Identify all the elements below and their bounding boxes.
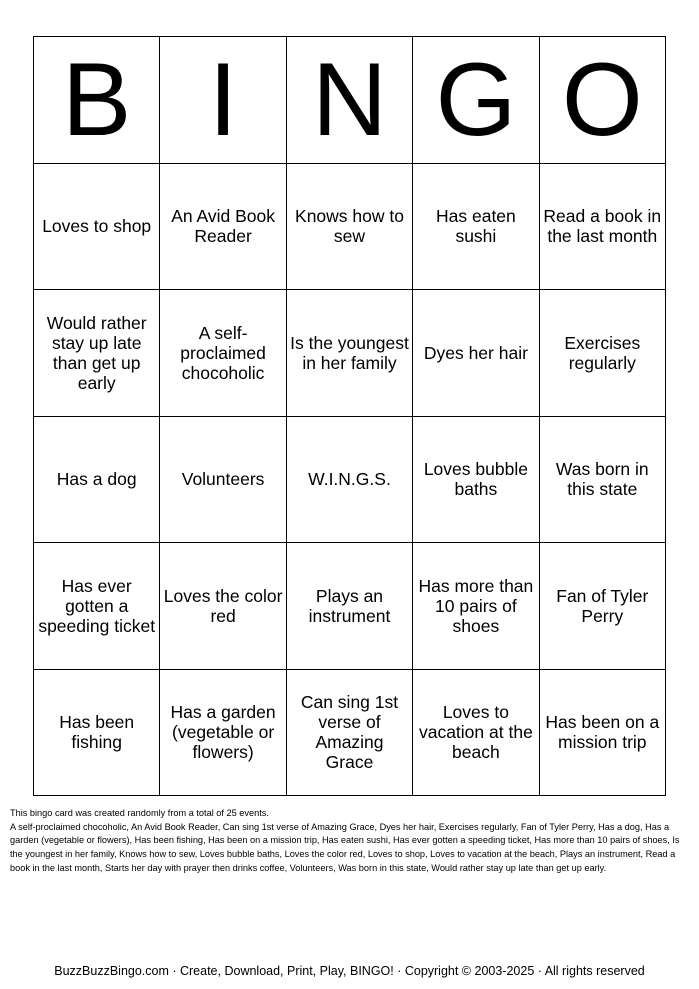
card-info bbox=[10, 807, 686, 876]
bingo-cell: Has more than 10 pairs of shoes bbox=[413, 543, 539, 670]
header-letter-g: G bbox=[413, 37, 539, 164]
bingo-cell: Is the youngest in her family bbox=[287, 290, 413, 417]
bingo-cell: Loves bubble baths bbox=[413, 417, 539, 544]
header-letter-b: B bbox=[34, 37, 160, 164]
header-letter-o: O bbox=[540, 37, 666, 164]
bingo-cell: An Avid Book Reader bbox=[160, 164, 286, 291]
bingo-cell: Has ever gotten a speeding ticket bbox=[34, 543, 160, 670]
footer-copyright: BuzzBuzzBingo.com · Create, Download, Print, Play, BINGO! · Copyright © 2003-2025 · All rights reserved bbox=[54, 964, 645, 978]
bingo-cell: Loves to vacation at the beach bbox=[413, 670, 539, 797]
bingo-cell: Has a dog bbox=[34, 417, 160, 544]
bingo-cell: Loves the color red bbox=[160, 543, 286, 670]
bingo-cell: Has been fishing bbox=[34, 670, 160, 797]
header-letter-n: N bbox=[287, 37, 413, 164]
bingo-cell: Has eaten sushi bbox=[413, 164, 539, 291]
bingo-cell: Volunteers bbox=[160, 417, 286, 544]
bingo-cell: Plays an instrument bbox=[287, 543, 413, 670]
bingo-cell: Dyes her hair bbox=[413, 290, 539, 417]
header-letter-i: I bbox=[160, 37, 286, 164]
bingo-cell: Fan of Tyler Perry bbox=[540, 543, 666, 670]
bingo-cell: A self-proclaimed chocoholic bbox=[160, 290, 286, 417]
bingo-cell: Would rather stay up late than get up early bbox=[34, 290, 160, 417]
bingo-cell-center: W.I.N.G.S. bbox=[287, 417, 413, 544]
card-info-events: A self-proclaimed chocoholic, An Avid Book Reader, Can sing 1st verse of Amazing Grace, Dyes her hair, Exercises regularly, Fan of Tyler Perry, Has a dog, Has a garden (vegetable or flowers), Has been fishing, Has been on a mission trip, Has eaten sushi, Has ever gotten a speeding ticket, Has more than 10 pairs of shoes, Is the youngest in her family, Knows how to sew, Loves bubble baths, Loves the color red, Loves to shop, Loves to vacation at the beach, Plays an instrument, Read a book in the last month, Starts her day with prayer then drinks coffee, Volunteers, Was born in this state, Would rather stay up late than get up early. bbox=[10, 821, 680, 873]
bingo-card bbox=[33, 36, 666, 796]
bingo-cell: Has a garden (vegetable or flowers) bbox=[160, 670, 286, 797]
bingo-cell: Loves to shop bbox=[34, 164, 160, 291]
bingo-cell: Can sing 1st verse of Amazing Grace bbox=[287, 670, 413, 797]
bingo-cell: Was born in this state bbox=[540, 417, 666, 544]
bingo-cell: Has been on a mission trip bbox=[540, 670, 666, 797]
bingo-cell: Exercises regularly bbox=[540, 290, 666, 417]
card-info-intro: This bingo card was created randomly from a total of 25 events. bbox=[10, 808, 269, 818]
bingo-cell: Read a book in the last month bbox=[540, 164, 666, 291]
bingo-cell: Knows how to sew bbox=[287, 164, 413, 291]
